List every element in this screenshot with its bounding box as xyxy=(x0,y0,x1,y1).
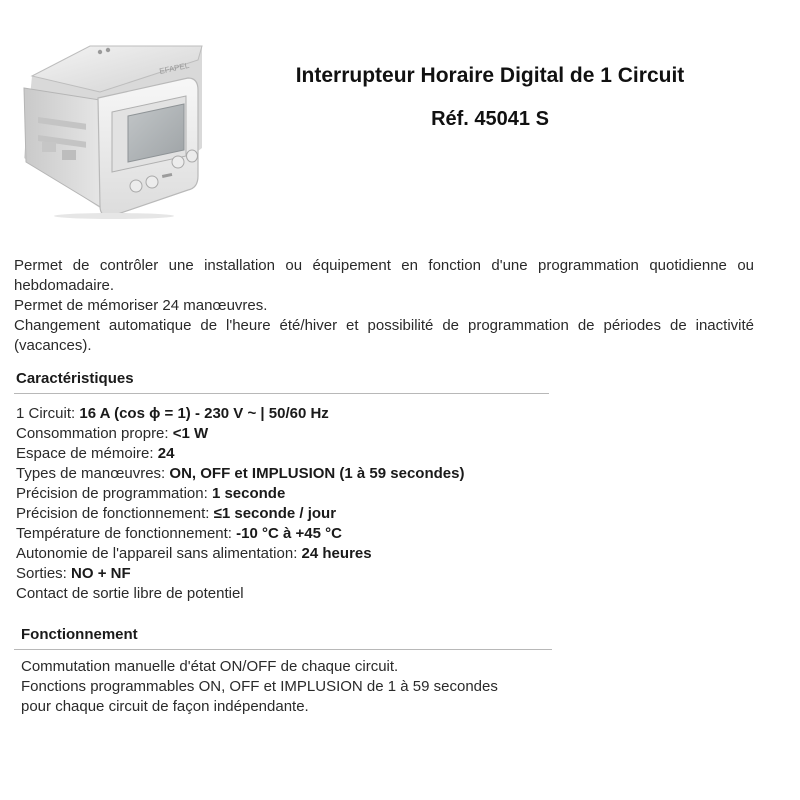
spec-item xyxy=(16,404,464,424)
spec-item xyxy=(16,484,464,504)
spec-value: ≤1 seconde / jour xyxy=(213,505,337,522)
spec-label: Consommation propre: xyxy=(16,425,173,442)
spec-label: Sorties: xyxy=(16,565,72,582)
spec-item xyxy=(16,444,464,464)
spec-label: Précision de programmation: xyxy=(16,485,212,502)
spec-label: Types de manœuvres: xyxy=(16,465,170,482)
spec-item xyxy=(16,464,464,484)
spec-label: Contact de sortie libre de potentiel xyxy=(16,585,244,602)
spec-label: Température de fonctionnement: xyxy=(16,525,237,542)
description-paragraph: Permet de mémoriser 24 manœuvres. xyxy=(14,297,268,314)
spec-item xyxy=(16,424,464,444)
spec-value: 1 seconde xyxy=(211,485,286,502)
spec-item xyxy=(16,544,464,564)
spec-value: 24 heures xyxy=(301,545,372,562)
product-description xyxy=(14,256,754,356)
spec-label: 1 Circuit: xyxy=(16,405,80,422)
spec-item xyxy=(16,504,464,524)
spec-value: 16 A (cos ϕ = 1) - 230 V ~ | 50/60 Hz xyxy=(79,405,329,422)
fonctionnement-text xyxy=(21,657,561,717)
description-paragraph: Changement automatique de l'heure été/hiver et possibilité de programmation de périodes de inactivité (vacances). xyxy=(14,317,754,354)
fonctionnement-line: pour chaque circuit de façon indépendante. xyxy=(21,698,309,715)
spec-item xyxy=(16,524,464,544)
spec-item xyxy=(16,584,464,604)
description-paragraph: Permet de contrôler une installation ou équipement en fonction d'une programmation quotidienne ou hebdomadaire. xyxy=(14,257,754,294)
spec-value: 24 xyxy=(157,445,175,462)
spec-label: Autonomie de l'appareil sans alimentation: xyxy=(16,545,302,562)
fonctionnement-line: Commutation manuelle d'état ON/OFF de chaque circuit. xyxy=(21,658,399,675)
spec-value: NO + NF xyxy=(71,565,131,582)
spec-value: -10 °C à +45 °C xyxy=(236,525,342,542)
section-heading-caracteristiques: Caractéristiques xyxy=(14,369,549,394)
product-title: Interrupteur Horaire Digital de 1 Circuit xyxy=(295,64,685,87)
spec-item xyxy=(16,564,464,584)
svg-text:EFAPEL: EFAPEL xyxy=(158,60,191,76)
spec-value: <1 W xyxy=(172,425,209,442)
spec-value: ON, OFF et IMPLUSION (1 à 59 secondes) xyxy=(169,465,465,482)
fonctionnement-line: Fonctions programmables ON, OFF et IMPLUSION de 1 à 59 secondes xyxy=(21,678,498,695)
section-heading-fonctionnement: Fonctionnement xyxy=(14,625,552,650)
spec-list xyxy=(16,404,464,604)
spec-label: Précision de fonctionnement: xyxy=(16,505,214,522)
spec-label: Espace de mémoire: xyxy=(16,445,158,462)
product-reference: Réf. 45041 S xyxy=(431,108,549,130)
product-image xyxy=(2,38,214,222)
